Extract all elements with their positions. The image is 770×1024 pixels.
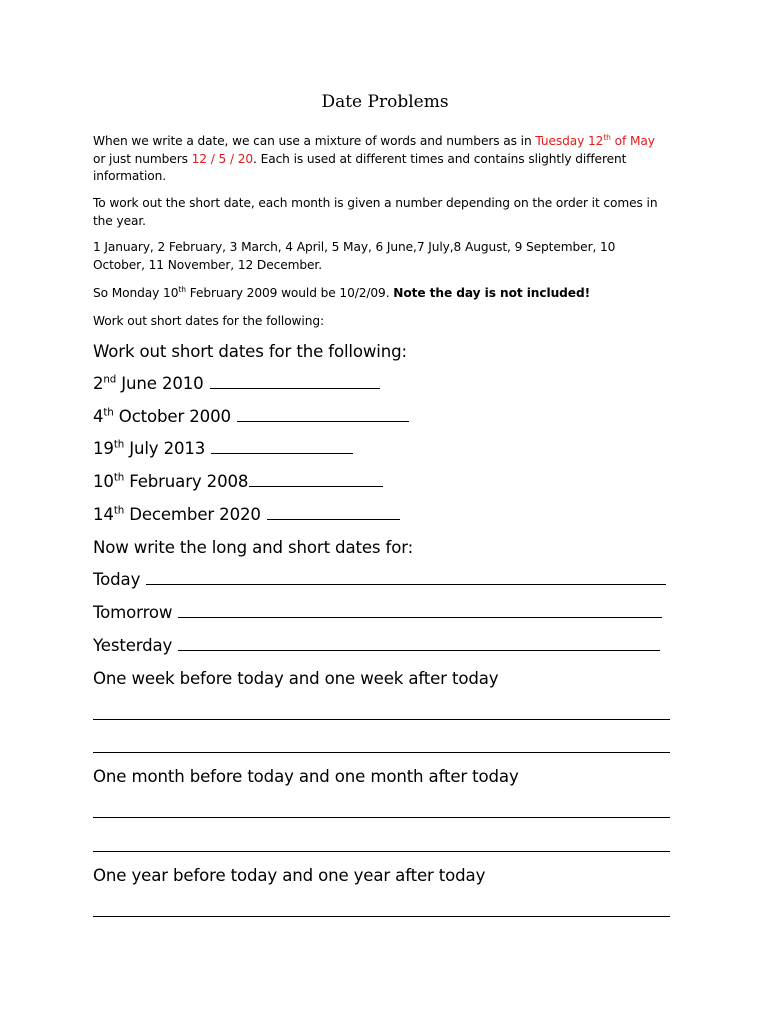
- intro-paragraph-4: So Monday 10th February 2009 would be 10/2/09. Note the day is not included!: [93, 284, 591, 300]
- intro-paragraph-2: To work out the short date, each month is given a number depending on the order it comes in the year.: [93, 196, 658, 228]
- answer-line[interactable]: [146, 583, 666, 585]
- answer-line[interactable]: [93, 916, 670, 917]
- answer-line[interactable]: [178, 649, 660, 651]
- answer-line[interactable]: [211, 452, 353, 454]
- intro-text: . Each is used at different times and contains slightly different information.: [93, 151, 627, 183]
- yesterday-item: Yesterday: [93, 635, 660, 657]
- example-short-date: 12 / 5 / 20: [191, 151, 254, 166]
- answer-line[interactable]: [93, 851, 670, 852]
- answer-line[interactable]: [237, 420, 409, 422]
- intro-paragraph-3: 1 January, 2 February, 3 March, 4 April, 5 May, 6 June,7 July,8 August, 9 September, 10 October, 11 November, 12 December.: [93, 240, 616, 272]
- year-range-heading: One year before today and one year after today: [93, 866, 486, 885]
- exercise-item: 4th October 2000: [93, 406, 409, 428]
- exercise-item: 10th February 2008: [93, 471, 383, 493]
- example-long-date: Tuesday 12th of May: [535, 132, 655, 148]
- intro-text: or just numbers: [93, 151, 192, 166]
- long-short-heading: Now write the long and short dates for:: [93, 538, 414, 557]
- answer-line[interactable]: [93, 719, 670, 720]
- intro-paragraph-5: Work out short dates for the following:: [93, 314, 324, 328]
- answer-line[interactable]: [178, 616, 662, 618]
- answer-line[interactable]: [210, 387, 380, 389]
- tomorrow-item: Tomorrow: [93, 602, 662, 624]
- answer-line[interactable]: [249, 485, 383, 487]
- page-title: Date Problems: [321, 92, 449, 112]
- answer-line[interactable]: [93, 752, 670, 753]
- note-text: Note the day is not included!: [393, 286, 591, 300]
- intro-paragraph-1: [93, 133, 665, 186]
- answer-line[interactable]: [93, 817, 670, 818]
- week-range-heading: One week before today and one week after today: [93, 669, 499, 688]
- exercise-item: 14th December 2020: [93, 504, 400, 526]
- exercise-item: 19th July 2013: [93, 438, 353, 460]
- today-item: Today: [93, 569, 666, 591]
- exercises-heading: Work out short dates for the following:: [93, 342, 407, 361]
- exercise-item: 2nd June 2010: [93, 373, 380, 395]
- intro-text: When we write a date, we can use a mixture of words and numbers as in: [93, 134, 536, 148]
- answer-line[interactable]: [267, 518, 400, 520]
- month-range-heading: One month before today and one month after today: [93, 767, 519, 786]
